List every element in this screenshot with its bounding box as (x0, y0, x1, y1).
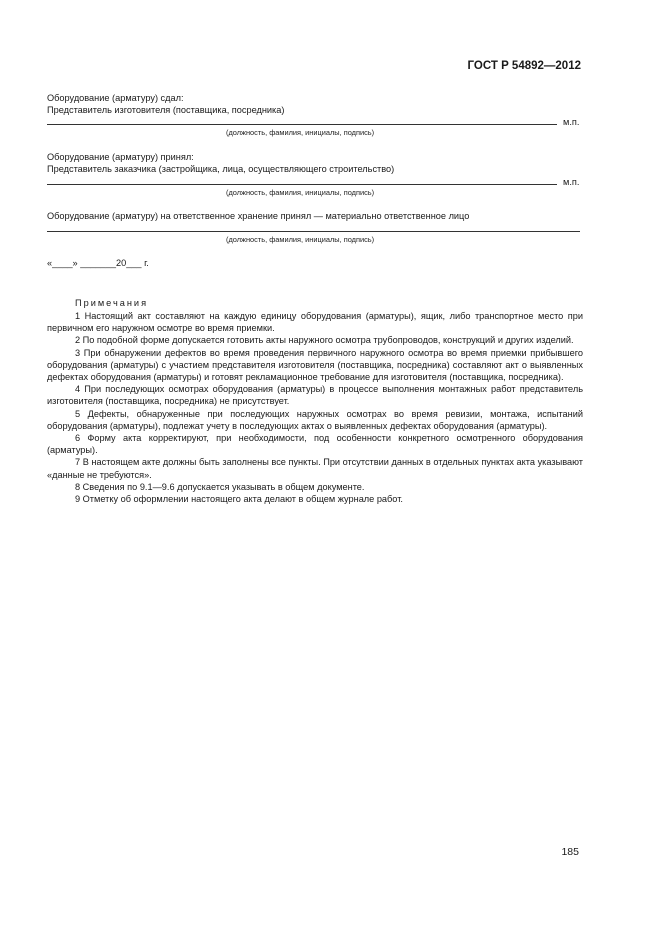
note-item: 2 По подобной форме допускается готовить акты наружного осмотра трубопроводов, конструкций и других изделий. (75, 335, 574, 346)
stamp-place-label: м.п. (563, 177, 580, 187)
notes-title: Примечания (75, 298, 149, 308)
note-item: 4 При последующих осмотрах оборудования (арматуры) в процессе выполнения монтажных работ представитель изготовителя (поставщика, посредника) не присутствует. (47, 384, 583, 407)
signature-line-manufacturer (47, 124, 557, 125)
customer-representative-label: Представитель заказчика (застройщика, лица, осуществляющего строительство) (47, 164, 395, 174)
note-item: 8 Сведения по 9.1—9.6 допускается указывать в общем документе. (75, 481, 365, 492)
accepted-label: Оборудование (арматуру) принял: (47, 152, 194, 162)
signature-caption: (должность, фамилия, инициалы, подпись) (226, 128, 375, 137)
document-code: ГОСТ Р 54892—2012 (467, 60, 581, 72)
notes-list (47, 310, 583, 505)
note-item: 9 Отметку об оформлении настоящего акта делают в общем журнале работ. (75, 494, 403, 505)
storage-responsible-label: Оборудование (арматуру) на ответственное хранение принял — материально ответственное лицо (47, 211, 470, 221)
stamp-place-label: м.п. (563, 117, 580, 127)
note-item: 3 При обнаружении дефектов во время проведения первичного наружного осмотра во время приемки прибывшего оборудования (арматуры) с участием представителя изготовителя (поставщика, посредника) составляют акт о выявленных дефектах оборудования (арматуры) и готовят рекламационное требование для изготовителя (поставщика, посредника). (47, 347, 583, 383)
handed-over-label: Оборудование (арматуру) сдал: (47, 93, 184, 103)
date-line: «____» _______20___ г. (47, 258, 149, 268)
note-item: 1 Настоящий акт составляют на каждую единицу оборудования (арматуры), ящик, либо транспортное место при первичном его наружном осмотре во время приемки. (47, 311, 583, 334)
note-item: 6 Форму акта корректируют, при необходимости, под особенности конкретного осмотренного оборудования (арматуры). (47, 433, 583, 456)
signature-caption: (должность, фамилия, инициалы, подпись) (226, 235, 375, 244)
signature-line-storage (47, 231, 580, 232)
signature-caption: (должность, фамилия, инициалы, подпись) (226, 188, 375, 197)
manufacturer-representative-label: Представитель изготовителя (поставщика, посредника) (47, 105, 285, 115)
note-item: 7 В настоящем акте должны быть заполнены все пункты. При отсутствии данных в отдельных пунктах акта указывают «данные не требуются». (47, 457, 583, 480)
note-item: 5 Дефекты, обнаруженные при последующих наружных осмотрах во время ревизии, монтажа, испытаний оборудования (арматуры), подлежат учету в последующих актах о выявленных дефектах оборудования (арматуры). (47, 408, 583, 431)
page-number: 185 (561, 846, 579, 858)
signature-line-customer (47, 184, 557, 185)
